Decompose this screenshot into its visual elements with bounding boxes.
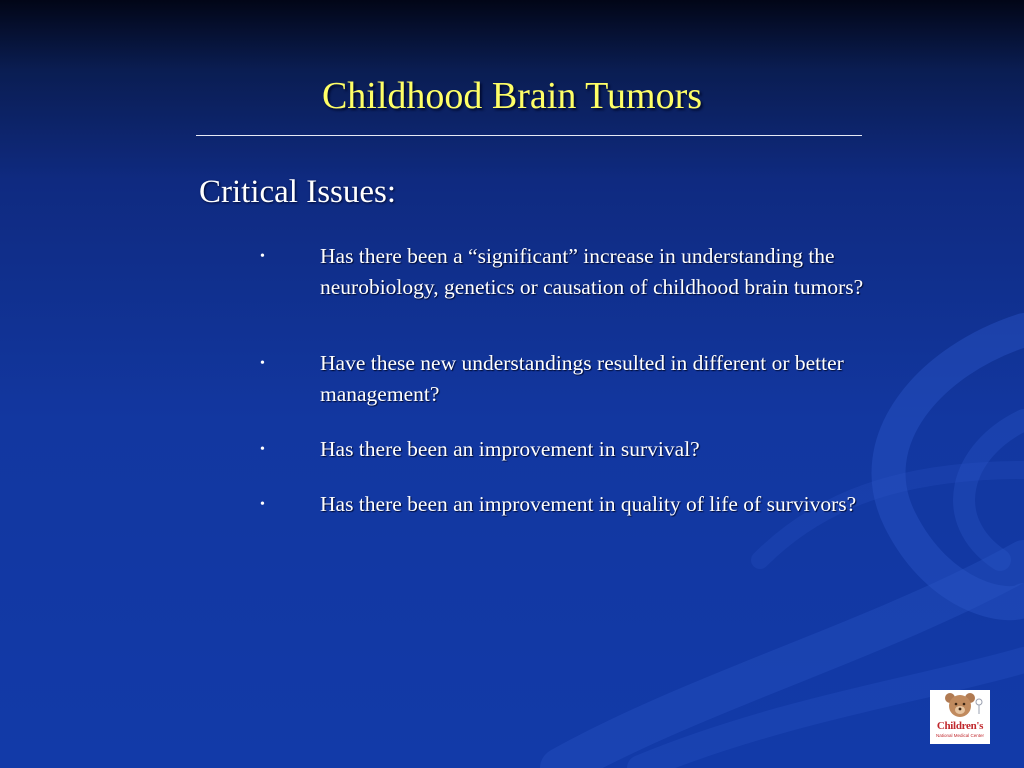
bullet-text: Have these new understandings resulted in different or better management?	[320, 351, 844, 406]
bullet-dot-icon: •	[260, 497, 265, 512]
teddy-bear-icon	[930, 690, 990, 722]
bullet-text: Has there been a “significant” increase in understanding the neurobiology, genetics or causation of childhood brain tumors?	[320, 244, 864, 299]
bullet-dot-icon: •	[260, 249, 265, 264]
childrens-logo	[930, 690, 990, 744]
logo-name: Children's	[936, 720, 984, 732]
logo-subtitle: National Medical Center	[935, 733, 985, 738]
section-heading: Critical Issues:	[199, 174, 397, 210]
bullet-dot-icon: •	[260, 442, 265, 457]
bullet-dot-icon: •	[260, 356, 265, 371]
slide-title: Childhood Brain Tumors	[321, 75, 703, 117]
bullet-text: Has there been an improvement in quality of life of survivors?	[320, 492, 857, 516]
bullet-text: Has there been an improvement in survival?	[320, 437, 700, 461]
